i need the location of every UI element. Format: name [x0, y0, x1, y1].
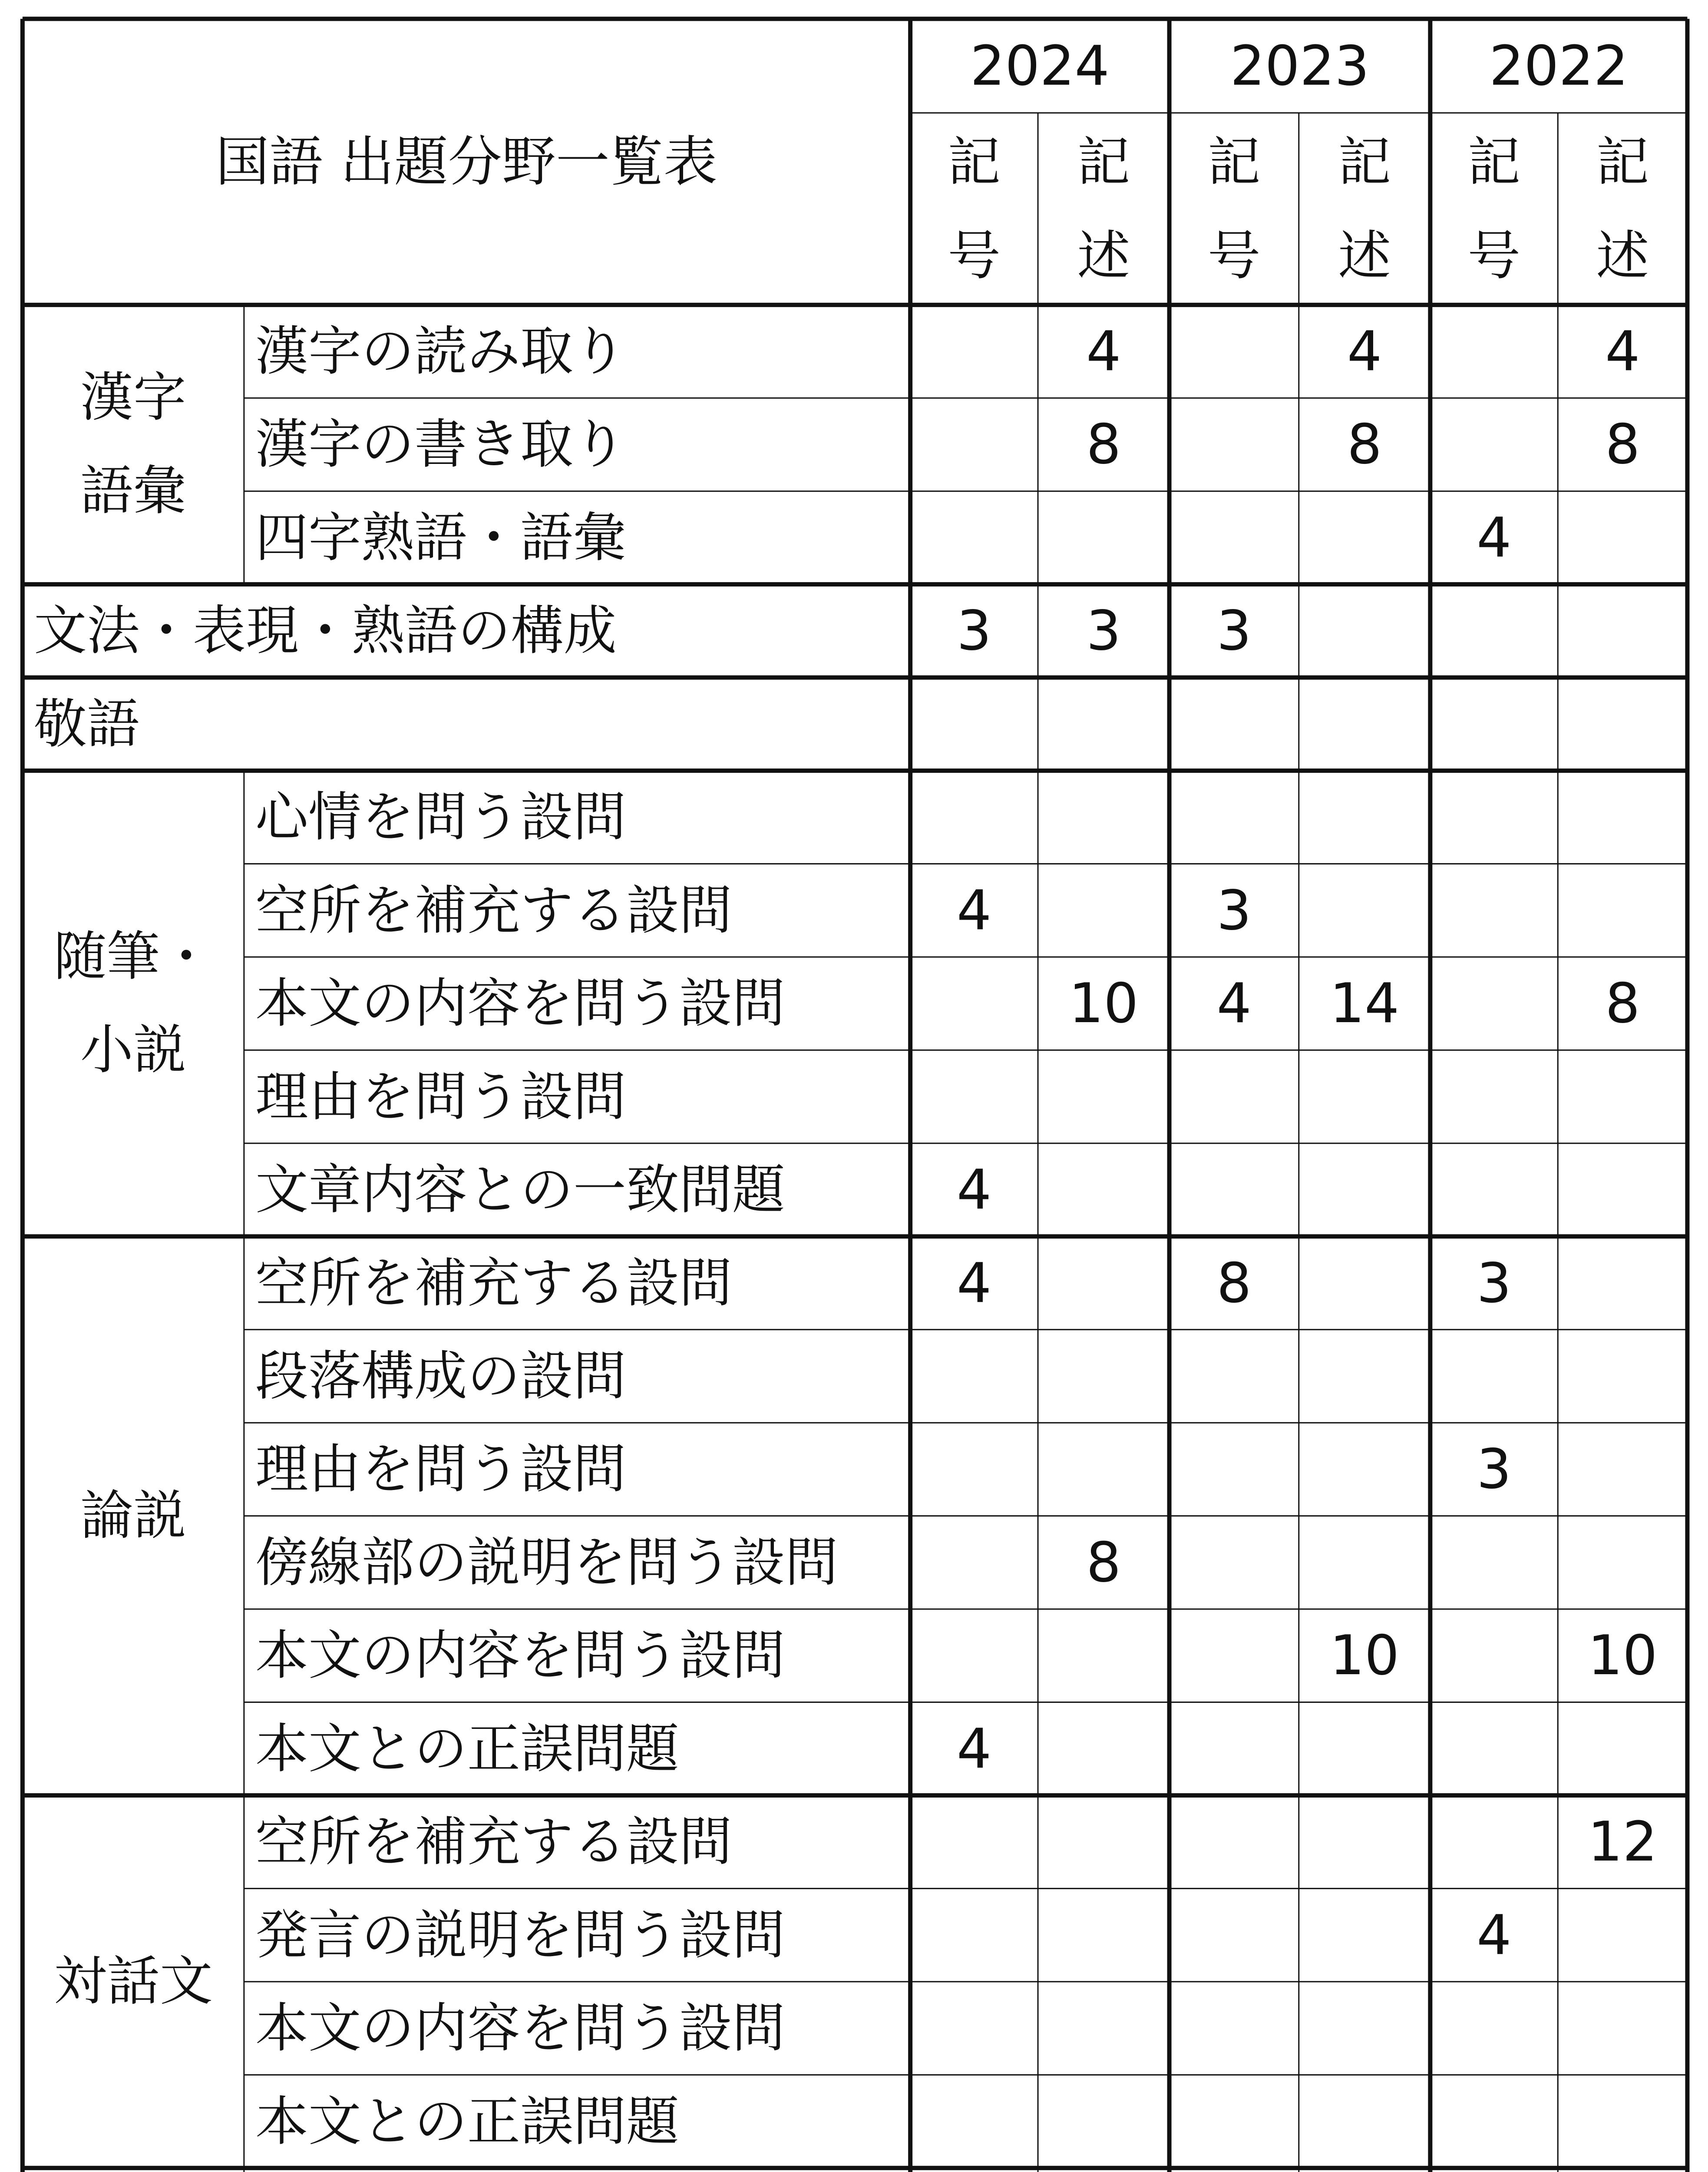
score-cell	[1558, 1423, 1687, 1516]
score-cell	[1299, 2168, 1430, 2172]
score-cell	[1170, 2168, 1299, 2172]
score-cell	[1558, 1982, 1687, 2075]
year-header: 2023	[1230, 33, 1370, 98]
score-cell	[1038, 1702, 1170, 1795]
score-cell	[1430, 1982, 1558, 2075]
column-header-mark	[910, 113, 1038, 305]
score-cell	[1558, 1702, 1687, 1795]
score-cell	[1558, 584, 1687, 677]
score-cell	[1038, 491, 1170, 584]
score-cell	[1299, 1888, 1430, 1981]
score-cell	[1038, 1795, 1170, 1888]
score-cell: 8	[1086, 1530, 1121, 1594]
category-label-line: 語彙	[80, 460, 186, 522]
category-label	[23, 305, 244, 584]
score-cell	[910, 491, 1038, 584]
score-cell: 4	[1477, 505, 1512, 569]
score-cell	[1170, 1423, 1299, 1516]
row-label: 本文の内容を問う設問	[255, 1625, 785, 1687]
score-cell	[910, 1888, 1038, 1981]
score-cell	[910, 1982, 1038, 2075]
score-cell	[1430, 957, 1558, 1050]
score-cell: 10	[1329, 1623, 1400, 1688]
score-cell: 3	[1216, 599, 1252, 663]
score-cell	[1430, 1143, 1558, 1236]
row-label: 段落構成の設問	[255, 1345, 626, 1407]
score-cell	[1299, 1050, 1430, 1143]
row-label: 本文の内容を問う設問	[255, 973, 785, 1035]
score-cell	[1299, 678, 1430, 771]
score-cell	[1558, 864, 1687, 957]
score-cell	[1038, 2168, 1170, 2172]
row-label: 本文の内容を問う設問	[255, 1997, 785, 2059]
score-cell	[1170, 1516, 1299, 1609]
score-cell	[1558, 491, 1687, 584]
row-label: 空所を補充する設問	[255, 879, 732, 941]
score-cell	[910, 957, 1038, 1050]
score-cell	[1430, 1795, 1558, 1888]
score-cell	[1299, 1236, 1430, 1329]
category-label-line: 小説	[80, 1019, 186, 1081]
score-cell	[1038, 1143, 1170, 1236]
score-cell: 3	[1086, 599, 1121, 663]
category-label-line: 漢字	[80, 367, 186, 429]
row-label: 発言の説明を問う設問	[255, 1904, 785, 1966]
score-cell	[1299, 1423, 1430, 1516]
column-header-char: 述	[1077, 225, 1130, 287]
column-header-char: 記	[1596, 131, 1649, 193]
score-cell	[1558, 2168, 1687, 2172]
score-cell: 12	[1588, 1810, 1658, 1874]
score-cell	[1170, 1143, 1299, 1236]
score-cell: 4	[957, 1716, 992, 1781]
score-cell	[910, 398, 1038, 491]
score-cell: 4	[1605, 319, 1640, 384]
score-cell	[1430, 584, 1558, 677]
score-cell: 8	[1216, 1251, 1252, 1315]
score-cell	[1170, 1982, 1299, 2075]
score-cell	[1430, 864, 1558, 957]
score-cell	[910, 678, 1038, 771]
score-cell	[910, 1609, 1038, 1702]
category-label	[23, 2168, 244, 2172]
score-cell	[910, 2075, 1038, 2168]
score-cell	[1430, 1702, 1558, 1795]
score-cell	[1430, 2168, 1558, 2172]
score-cell: 8	[1605, 412, 1640, 477]
score-cell	[1430, 1609, 1558, 1702]
score-cell: 8	[1605, 971, 1640, 1036]
column-header-char: 記	[1077, 131, 1130, 193]
score-cell	[1558, 1330, 1687, 1423]
score-cell	[1170, 1702, 1299, 1795]
score-cell	[1170, 1795, 1299, 1888]
category-label-line: 論説	[80, 1485, 186, 1547]
score-cell	[1038, 1609, 1170, 1702]
score-cell	[1170, 1050, 1299, 1143]
column-header-char: 記	[1207, 131, 1261, 193]
column-header-written	[1558, 113, 1687, 305]
column-header-char: 記	[1467, 131, 1521, 193]
score-cell	[1170, 491, 1299, 584]
score-cell	[1430, 771, 1558, 864]
score-cell	[1299, 1982, 1430, 2075]
score-cell: 10	[1069, 971, 1139, 1036]
score-cell	[1430, 678, 1558, 771]
score-cell	[1038, 678, 1170, 771]
score-cell	[1299, 1330, 1430, 1423]
category-label: 文法・表現・熟語の構成	[33, 600, 617, 662]
column-header-char: 述	[1596, 225, 1649, 287]
column-header-written	[1038, 113, 1170, 305]
score-cell	[1038, 1236, 1170, 1329]
score-cell	[910, 1050, 1038, 1143]
score-cell	[1558, 1888, 1687, 1981]
column-header-mark	[1170, 113, 1299, 305]
score-cell	[1170, 2075, 1299, 2168]
year-header: 2022	[1489, 33, 1629, 98]
score-cell: 3	[1477, 1437, 1512, 1501]
score-cell	[1299, 771, 1430, 864]
score-cell: 4	[1086, 319, 1121, 384]
score-cell	[1558, 1143, 1687, 1236]
score-cell: 4	[1347, 319, 1382, 384]
score-cell	[1299, 1795, 1430, 1888]
category-label: 敬語	[33, 693, 140, 755]
score-cell	[1170, 305, 1299, 398]
score-cell	[1430, 1516, 1558, 1609]
category-label-line: 対話文	[53, 1950, 213, 2013]
score-cell	[1038, 1982, 1170, 2075]
score-cell	[1558, 2075, 1687, 2168]
score-cell: 4	[1216, 971, 1252, 1036]
score-cell	[910, 1423, 1038, 1516]
row-label: 理由を問う設問	[255, 1438, 626, 1500]
score-cell	[1170, 678, 1299, 771]
score-cell	[1170, 398, 1299, 491]
score-cell: 3	[957, 599, 992, 663]
score-cell	[1430, 1050, 1558, 1143]
column-header-char: 記	[948, 131, 1001, 193]
score-cell	[1430, 305, 1558, 398]
score-cell	[1558, 1050, 1687, 1143]
score-cell	[1038, 1330, 1170, 1423]
row-label: 漢字の書き取り	[255, 414, 626, 476]
score-cell: 8	[1347, 412, 1382, 477]
row-label: 漢字の読み取り	[255, 321, 626, 383]
column-header-char: 号	[1207, 225, 1261, 287]
score-cell	[1038, 771, 1170, 864]
column-header-written	[1299, 113, 1430, 305]
score-cell: 10	[1588, 1623, 1658, 1688]
score-cell	[910, 2168, 1038, 2172]
score-cell: 3	[1216, 878, 1252, 942]
score-cell	[1170, 771, 1299, 864]
score-cell	[910, 305, 1038, 398]
score-cell	[1430, 398, 1558, 491]
year-header: 2024	[970, 33, 1110, 98]
score-cell: 3	[1477, 1251, 1512, 1315]
row-label: 本文との正誤問題	[255, 2090, 679, 2152]
score-cell: 4	[957, 1251, 992, 1315]
column-header-char: 記	[1338, 131, 1391, 193]
score-cell	[1038, 1050, 1170, 1143]
score-cell	[1038, 1888, 1170, 1981]
score-cell: 14	[1329, 971, 1400, 1036]
score-cell	[1299, 1143, 1430, 1236]
score-cell	[1170, 1609, 1299, 1702]
row-label	[244, 2168, 910, 2172]
score-cell	[1430, 1330, 1558, 1423]
category-label	[23, 1236, 244, 1795]
column-header-char: 号	[948, 225, 1001, 287]
score-cell	[1299, 491, 1430, 584]
column-header-char: 号	[1467, 225, 1521, 287]
score-cell	[1170, 1330, 1299, 1423]
score-cell	[1038, 1423, 1170, 1516]
score-cell: 8	[1086, 412, 1121, 477]
row-label: 理由を問う設問	[255, 1066, 626, 1128]
category-label-line: 随筆・	[53, 926, 213, 988]
row-label: 空所を補充する設問	[255, 1811, 732, 1873]
score-cell	[910, 1795, 1038, 1888]
score-cell	[910, 771, 1038, 864]
row-label: 心情を問う設問	[255, 786, 626, 848]
score-cell	[1558, 771, 1687, 864]
score-cell	[1299, 2075, 1430, 2168]
score-cell	[1558, 1516, 1687, 1609]
score-cell	[1038, 2075, 1170, 2168]
score-cell	[1170, 1888, 1299, 1981]
score-cell	[1038, 864, 1170, 957]
category-label	[23, 771, 244, 1236]
category-label	[23, 1795, 244, 2168]
row-label: 文章内容との一致問題	[255, 1159, 785, 1221]
score-cell	[1299, 1702, 1430, 1795]
score-cell	[1299, 1516, 1430, 1609]
row-label: 本文との正誤問題	[255, 1718, 679, 1780]
row-label: 傍線部の説明を問う設問	[255, 1531, 838, 1593]
score-cell	[910, 1330, 1038, 1423]
row-label: 四字熟語・語彙	[255, 507, 626, 569]
score-cell	[910, 1516, 1038, 1609]
row-label: 空所を補充する設問	[255, 1252, 732, 1314]
score-cell	[1299, 584, 1430, 677]
table-title: 国語 出題分野一覧表	[215, 130, 717, 193]
score-cell	[1558, 1236, 1687, 1329]
score-cell: 4	[957, 878, 992, 942]
score-cell	[1558, 678, 1687, 771]
score-cell: 4	[1477, 1903, 1512, 1967]
column-header-char: 述	[1338, 225, 1391, 287]
score-cell	[1299, 864, 1430, 957]
score-cell	[1430, 2075, 1558, 2168]
column-header-mark	[1430, 113, 1558, 305]
score-cell: 4	[957, 1158, 992, 1222]
